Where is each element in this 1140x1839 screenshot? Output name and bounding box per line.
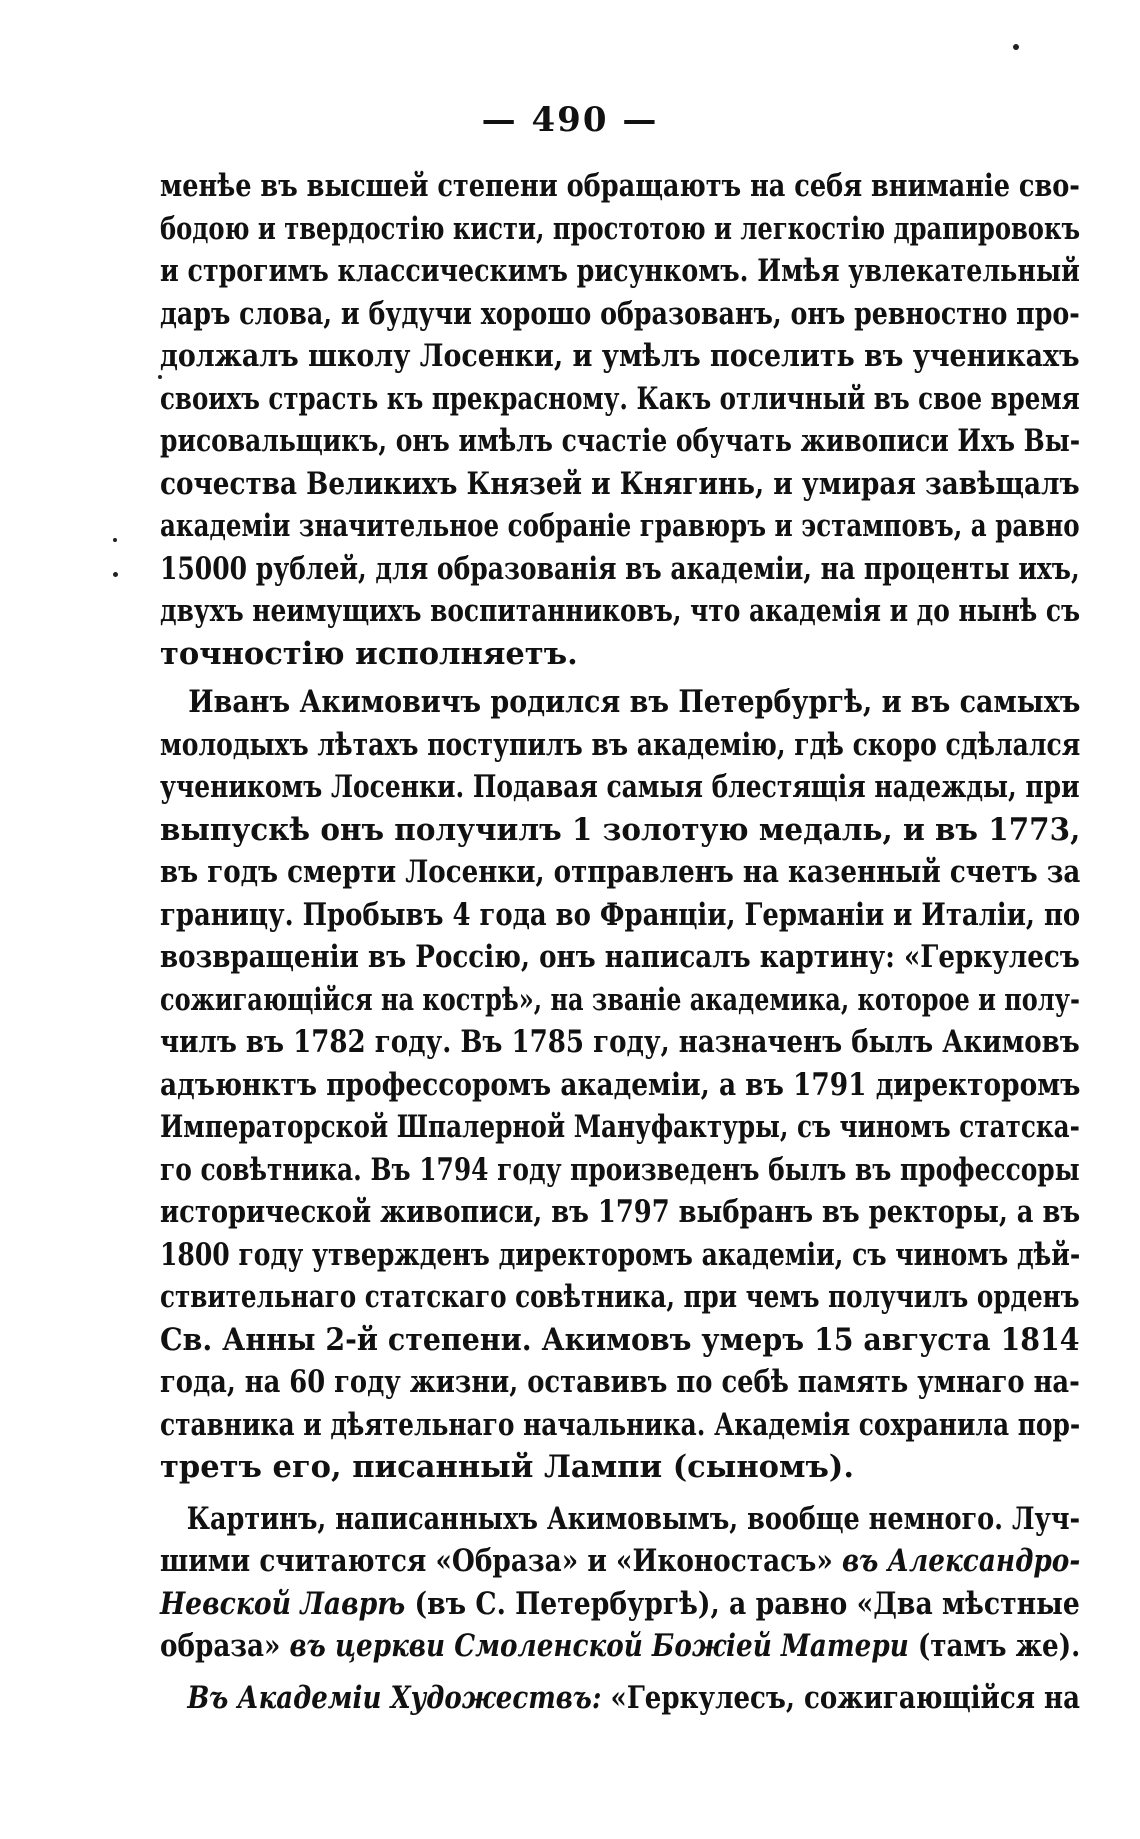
text-line: сочества Великихъ Князей и Княгинь, и умирая завѣщалъ	[160, 465, 1080, 502]
text-line: рисовальщикъ, онъ имѣлъ счастіе обучать живописи Ихъ Вы-	[160, 423, 1081, 459]
text-line: выпускѣ онъ получилъ 1 золотую медаль, и въ 1773,	[160, 811, 1081, 848]
italic-text-run: Въ Академіи Художествъ:	[187, 1679, 602, 1716]
italic-text-run: Невской Лаврѣ	[160, 1585, 406, 1622]
text-run: (въ С. Петербургѣ), а равно «Два мѣстные	[405, 1585, 1080, 1622]
text-line: ставника и дѣятельнаго начальника. Академія сохранила пор-	[160, 1406, 1081, 1443]
paragraph-3	[160, 1498, 1080, 1668]
text-line: академіи значительное собраніе гравюръ и эстамповъ, а равно	[160, 508, 1080, 544]
text-line: 1800 году утвержденъ директоромъ академіи, съ чиномъ дѣй-	[160, 1236, 1081, 1273]
text-line: сожигающійся на кострѣ», на званіе академика, которое и полу-	[160, 981, 1080, 1018]
text-run: Картинъ, написанныхъ Акимовымъ, вообще немного. Луч-	[186, 1500, 1081, 1537]
text-run: (тамъ же).	[908, 1628, 1081, 1664]
text-line	[160, 1498, 1081, 1541]
text-line: точностію исполняетъ.	[160, 635, 578, 672]
text-line: менѣе въ высшей степени обращаютъ на себя вниманіе сво-	[160, 168, 1080, 204]
paragraph-4	[160, 1677, 1080, 1720]
text-line	[160, 1583, 1080, 1626]
printing-speck	[113, 572, 118, 577]
text-line: Св. Анны 2-й степени. Акимовъ умеръ 15 августа 1814	[160, 1321, 1080, 1358]
text-run: «Геркулесъ, сожигающійся на	[601, 1679, 1081, 1716]
text-line: должалъ школу Лосенки, и умѣлъ поселить въ ученикахъ	[160, 338, 1080, 374]
text-line: возвращеніи въ Россію, онъ написалъ картину: «Геркулесъ	[160, 939, 1080, 975]
text-line	[160, 1540, 1081, 1583]
text-line: Императорской Шпалерной Мануфактуры, съ чиномъ статска-	[160, 1109, 1080, 1145]
page-number: — 490 —	[481, 100, 659, 140]
paragraph-1	[160, 165, 1080, 675]
text-line: года, на 60 году жизни, оставивъ по себѣ память умнаго на-	[160, 1364, 1080, 1400]
text-line: Иванъ Акимовичъ родился въ Петербургѣ, и въ самыхъ	[188, 684, 1081, 720]
text-line: двухъ неимущихъ воспитанниковъ, что академія и до нынѣ съ	[160, 593, 1081, 629]
text-line: третъ его, писанный Лампи (сыномъ).	[160, 1449, 854, 1485]
text-line: и строгимъ классическимъ рисункомъ. Имѣя увлекательный	[160, 253, 1080, 289]
printing-speck	[113, 538, 117, 542]
paragraph-2	[160, 681, 1080, 1489]
text-line: чилъ въ 1782 году. Въ 1785 году, назначенъ былъ Акимовъ	[160, 1024, 1080, 1060]
text-line: даръ слова, и будучи хорошо образованъ, онъ ревностно про-	[160, 295, 1080, 332]
text-line: границу. Пробывъ 4 года во Франціи, Германіи и Италіи, по	[160, 896, 1081, 933]
text-line: бодою и твердостію кисти, простотою и легкостію драпировокъ	[160, 210, 1081, 247]
text-line: адъюнктъ профессоромъ академіи, а въ 1791 директоромъ	[160, 1066, 1081, 1103]
text-line: молодыхъ лѣтахъ поступилъ въ академію, гдѣ скоро сдѣлался	[160, 726, 1081, 763]
text-line	[160, 1625, 1081, 1668]
printing-speck	[1013, 44, 1019, 50]
body-text	[160, 165, 1080, 1719]
text-line: ствительнаго статскаго совѣтника, при чемъ получилъ орденъ	[160, 1279, 1080, 1315]
text-run: шими считаются «Образа» и «Иконостасъ»	[160, 1543, 842, 1579]
text-line: го совѣтника. Въ 1794 году произведенъ былъ въ профессоры	[160, 1151, 1080, 1188]
text-line: ученикомъ Лосенки. Подавая самыя блестящія надежды, при	[160, 769, 1080, 805]
text-line	[160, 1677, 1081, 1720]
text-run: образа»	[160, 1628, 290, 1664]
text-line: исторической живописи, въ 1797 выбранъ въ ректоры, а въ	[160, 1194, 1081, 1230]
italic-text-run: въ церкви Смоленской Божіей Матери	[289, 1628, 909, 1664]
text-line: своихъ страсть къ прекрасному. Какъ отличный въ свое время	[160, 380, 1080, 417]
text-line: въ годъ смерти Лосенки, отправленъ на казенный счетъ за	[160, 854, 1081, 890]
text-line: 15000 рублей, для образованія въ академіи, на проценты ихъ,	[160, 550, 1080, 587]
italic-text-run: въ Александро-	[841, 1543, 1081, 1579]
